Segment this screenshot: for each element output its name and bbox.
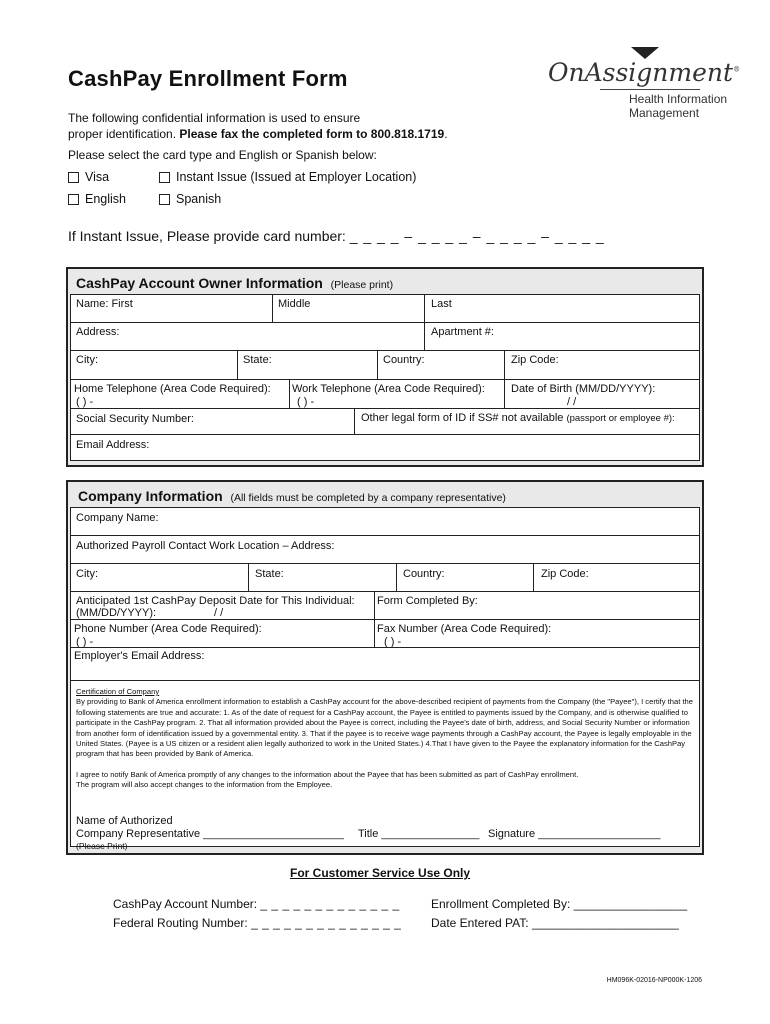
owner-section-title: CashPay Account Owner Information (Please print): [76, 275, 394, 291]
english-checkbox[interactable]: [68, 194, 79, 205]
city-row[interactable]: City: State: Country: Zip Code:: [71, 350, 699, 380]
title-field[interactable]: Title ________________: [358, 828, 480, 840]
visa-checkbox[interactable]: [68, 172, 79, 183]
company-city-row[interactable]: City: State: Country: Zip Code:: [71, 563, 699, 592]
card-number-blanks[interactable]: _ _ _ _ – _ _ _ _ – _ _ _ _ – _ _ _ _: [349, 228, 605, 244]
company-section-title: Company Information (All fields must be completed by a company representative): [78, 488, 506, 504]
owner-info-section: [66, 267, 704, 467]
telephone-row[interactable]: Home Telephone (Area Code Required): ( ) - Work Telephone (Area Code Required): ( ) - Date of Birth (MM/DD/YYYY): / /: [71, 379, 699, 409]
email-row[interactable]: Email Address:: [71, 434, 699, 461]
certification-text: Certification of Company By providing to Bank of America enrollment information to establish a CashPay account for the above-described recipient of payments from the Company (the "Payee"), I certify that the following statements are true and accurate: 1. As of the date of request for a CashPay account, the Payee is entitled to payments issued by the Company, and is otherwise qualified to participate in the CashPay program. 2. That all information provided about the Payee is correct, including the Payee's date of birth, address, and Social Security Number or information from another form of identification issued by a governmental entity. 3. That if the payee is to receive wage payments through a CashPay account, the Payee is legally employable in the United States. (Payee is a US citizen or a resident alien legally authorized to work in the United States.) 4.That I have given to the Payee the explanatory information for the CashPay program that has been provided by Bank of America. I agree to notify Bank of America promptly of any changes to the information about the Payee that has been submitted as part of CashPay enrollment. The program will also accept changes to the information from the Employee.: [76, 687, 693, 790]
address-row[interactable]: Address: Apartment #:: [71, 322, 699, 351]
spanish-option[interactable]: Spanish: [159, 192, 221, 206]
payroll-address-row[interactable]: Authorized Payroll Contact Work Location – Address:: [71, 535, 699, 564]
english-option[interactable]: English: [68, 192, 126, 206]
intro-text: The following confidential information is used to ensure proper identification. Please fax the completed form to 800.818.1719.: [68, 111, 448, 141]
instant-issue-option[interactable]: Instant Issue (Issued at Employer Location): [159, 170, 416, 184]
visa-option[interactable]: Visa: [68, 170, 109, 184]
company-info-section: [66, 480, 704, 855]
logo-wordmark: OnAssignment®: [548, 58, 741, 87]
instant-issue-card-number[interactable]: If Instant Issue, Please provide card number: _ _ _ _ – _ _ _ _ – _ _ _ _ – _ _ _ _: [68, 228, 605, 244]
ssn-row[interactable]: Social Security Number: Other legal form of ID if SS# not available (passport or employee #):: [71, 408, 699, 435]
employer-email-row[interactable]: Employer's Email Address:: [71, 647, 699, 681]
form-code: HM096K-02016-NP000K-1206: [606, 977, 702, 984]
instant-issue-checkbox[interactable]: [159, 172, 170, 183]
select-prompt: Please select the card type and English or Spanish below:: [68, 148, 377, 162]
routing-number-field[interactable]: Federal Routing Number: _ _ _ _ _ _ _ _ _ _ _ _ _ _: [113, 916, 402, 930]
name-row[interactable]: Name: First Middle Last: [71, 294, 699, 323]
deposit-date-row[interactable]: Anticipated 1st CashPay Deposit Date for This Individual: (MM/DD/YYYY): / / Form Completed By:: [71, 591, 699, 620]
completed-by-field[interactable]: Enrollment Completed By: _________________: [431, 897, 688, 911]
logo-subtitle: Health Information Management: [629, 92, 728, 120]
date-entered-field[interactable]: Date Entered PAT: ______________________: [431, 916, 679, 930]
company-phone-row[interactable]: Phone Number (Area Code Required): ( ) - Fax Number (Area Code Required): ( ) -: [71, 619, 699, 648]
form-title: CashPay Enrollment Form: [68, 66, 348, 91]
signature-field[interactable]: Signature ____________________: [488, 828, 661, 840]
company-rep-field[interactable]: Company Representative _______________________: [76, 828, 344, 840]
spanish-checkbox[interactable]: [159, 194, 170, 205]
sig-name-of-label: Name of Authorized: [76, 815, 173, 827]
customer-service-title: For Customer Service Use Only: [290, 866, 471, 880]
account-number-field[interactable]: CashPay Account Number: _ _ _ _ _ _ _ _ _ _ _ _ _: [113, 897, 400, 911]
company-name-row[interactable]: Company Name:: [71, 507, 699, 536]
logo-rule: [600, 89, 700, 90]
please-print-note: (Please Print): [76, 841, 128, 851]
